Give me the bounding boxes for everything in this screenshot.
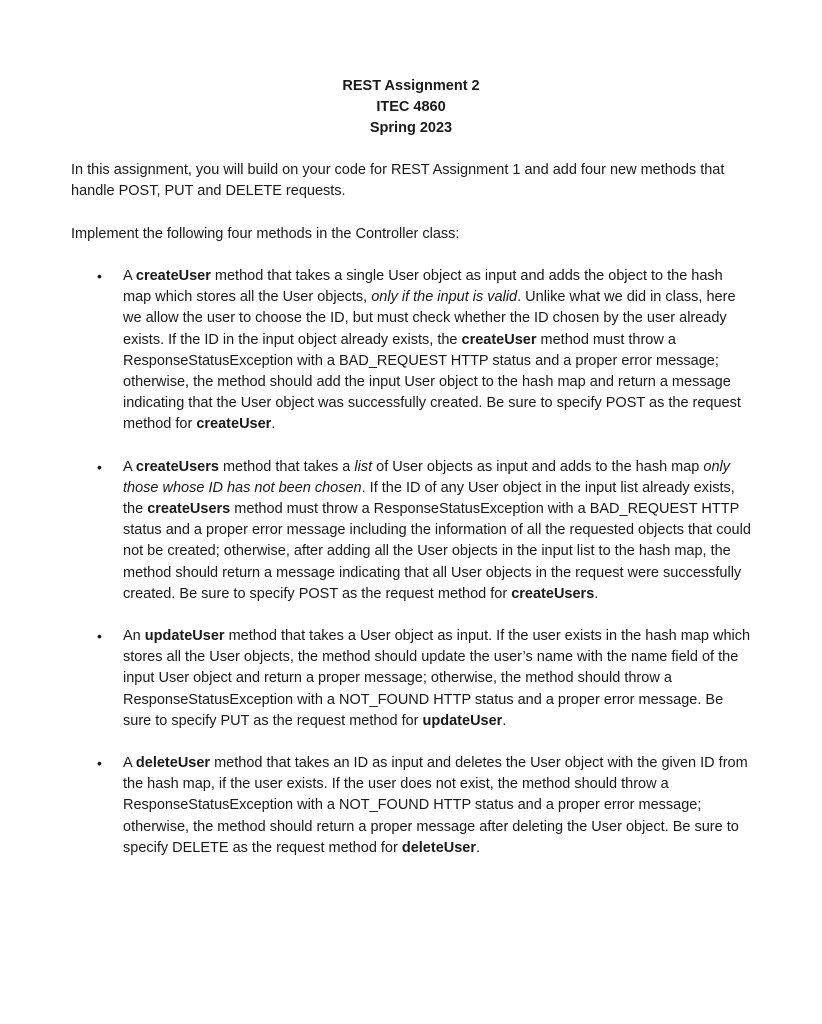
emphasis-text: only those whose ID has not been chosen — [123, 458, 731, 496]
text-run: . Unlike what we did in class, here we allow the user to choose the ID, but must check whether the ID chosen by the user already exists. If the ID in the input object already exists, the — [123, 289, 736, 348]
list-item-delete-user — [0, 753, 753, 859]
method-name: createUser — [196, 416, 272, 433]
method-name: createUsers — [135, 458, 219, 475]
text-run: An — [123, 628, 145, 645]
bullet-icon: • — [97, 268, 102, 284]
method-name: createUser — [461, 331, 537, 348]
list-item-create-user — [0, 266, 753, 436]
text-run: . — [476, 839, 481, 856]
method-name: deleteUser — [135, 755, 211, 772]
text-run: method must throw a ResponseStatusException with a BAD_REQUEST HTTP status and a proper error message including the information of all the requested objects that could not be created; otherwise, after adding all the User objects in the input list to the hash map, the method should return a message indicating that all User objects in the request were successfully created. Be sure to specify POST as the request method for — [123, 501, 751, 602]
instructions-paragraph: Implement the following four methods in the Controller class: — [71, 226, 460, 242]
intro-paragraph: In this assignment, you will build on your code for REST Assignment 1 and add four new methods that handle POST, PUT and DELETE requests. — [71, 162, 725, 199]
list-item-create-users — [0, 457, 753, 605]
title-block — [0, 76, 822, 139]
assignment-title: REST Assignment 2 — [342, 78, 480, 94]
text-run: method that takes a — [218, 458, 355, 475]
bullet-icon: • — [97, 628, 102, 645]
text-run: A — [123, 755, 136, 772]
method-name: createUser — [135, 268, 211, 284]
list-item-update-user — [0, 626, 753, 732]
method-name: updateUser — [144, 628, 225, 645]
emphasis-text: only if the input is valid — [371, 289, 518, 306]
text-run: method must throw a ResponseStatusException with a BAD_REQUEST HTTP status and a proper error message; otherwise, the method should add the input User object to the hash map and return a message indicating that the User object was successfully created. Be sure to specify POST as the request method for — [123, 331, 741, 433]
bullet-icon: • — [97, 755, 102, 772]
text-run: method that takes a single User object as input and adds the object to the hash map which stores all the User objects, — [123, 268, 723, 306]
method-name: updateUser — [422, 712, 503, 729]
method-name: createUsers — [147, 501, 231, 518]
term-label: Spring 2023 — [369, 120, 453, 136]
course-code: ITEC 4860 — [376, 99, 446, 115]
text-run: method that takes an ID as input and deletes the User object with the given ID from the hash map, if the user exists. If the user does not exist, the method should throw a ResponseStatusException with a NOT_FOUND HTTP status and a proper error message; otherwise, the method should return a proper message after deleting the User object. Be sure to specify DELETE as the request method for — [123, 755, 748, 856]
text-run: A — [123, 458, 136, 475]
bullet-icon: • — [97, 458, 102, 475]
text-run: . — [271, 416, 276, 433]
method-name: deleteUser — [401, 839, 477, 856]
emphasis-text: list — [354, 458, 373, 475]
method-list — [0, 266, 822, 880]
text-run: . — [502, 712, 507, 729]
method-name: createUsers — [511, 585, 595, 602]
text-run: A — [123, 268, 136, 284]
text-run: . — [594, 585, 599, 602]
text-run: . If the ID of any User object in the input list already exists, the — [123, 479, 735, 518]
text-run: method that takes a User object as input. If the user exists in the hash map which stores all the User objects, the method should update the user’s name with the name field of the input User object and return a proper message; otherwise, the method should throw a ResponseStatusException with a NOT_FOUND HTTP status and a proper error message. Be sure to specify PUT as the request method for — [123, 628, 751, 729]
text-run: of User objects as input and adds to the hash map — [372, 458, 704, 475]
